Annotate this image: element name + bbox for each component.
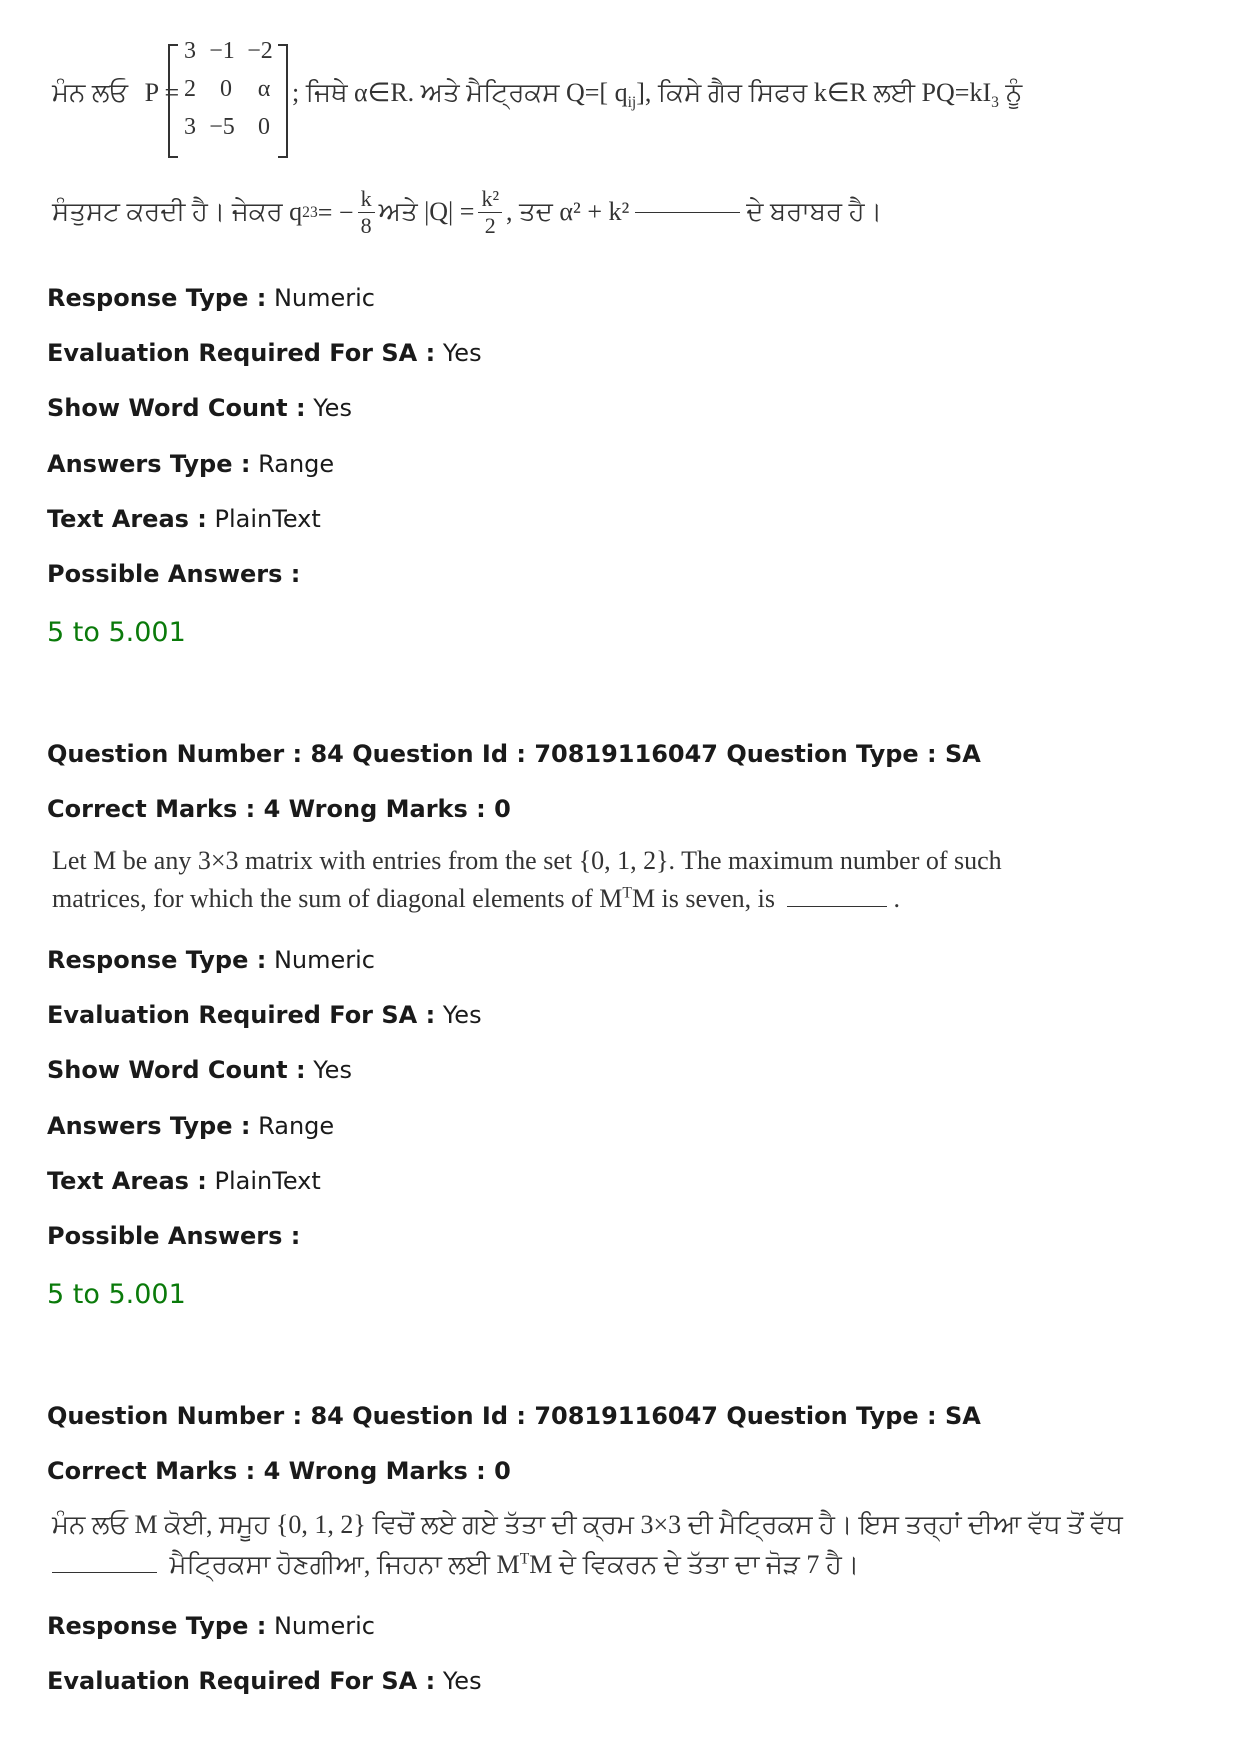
q83-line1-rest: ], ਕਿਸੇ ਗੈਰ ਸਿਫਰ k∈R ਲਈ PQ=kI [636,78,992,107]
transpose-sup: T [622,884,632,902]
matrix-p [168,36,298,166]
matrix-cell: 0 [258,114,270,140]
evaluation-required-row: Evaluation Required For SA : Yes [47,1001,482,1029]
matrix-cell: −5 [209,114,235,140]
answer-blank [52,1572,157,1573]
possible-answers-label: Possible Answers : [47,1222,301,1250]
question-84-punjabi-text [52,1510,1123,1590]
q83-line2-a: ਸੰਤੁਸਟ ਕਰਦੀ ਹੈ। ਜੇਕਰ q [52,197,303,226]
question-header: Question Number : 84 Question Id : 70819116047 Question Type : SA [47,1402,981,1430]
q83-line2-b: = − [317,197,354,227]
q83-prefix: ਮੰਨ ਲਓ [52,78,129,107]
q84-pa-line1: ਮੰਨ ਲਓ M ਕੋਈ, ਸਮੂਹ {0, 1, 2} ਵਿਚੋਂ ਲਏ ਗਏ ਤੱਤਾ ਦੀ ਕ੍ਰਮ 3×3 ਦੀ ਮੈਟ੍ਰਿਕਸ ਹੈ। ਇਸ ਤਰ੍ਹਾਂ ਦੀਆ ਵੱਧ ਤੋਂ ਵੱਧ [52,1510,1123,1539]
matrix-label: P = [144,78,180,107]
answer-blank [787,906,887,907]
answers-type-row: Answers Type : Range [47,450,335,478]
marks-line: Correct Marks : 4 Wrong Marks : 0 [47,795,511,823]
answers-type-row: Answers Type : Range [47,1112,335,1140]
q84-en-line2b: M is seven, is [631,884,775,913]
q83-line1-end: ਨੂੰ [998,78,1023,107]
response-type-row: Response Type : Numeric [47,946,375,974]
response-type-row: Response Type : Numeric [47,1612,375,1640]
q83-line2-c: ਅਤੇ |Q| = [378,197,475,226]
answer-blank [635,212,740,213]
fraction-k2-over-2: $\frac{\text{k²}}{2}$ [478,186,502,239]
text-areas-row: Text Areas : PlainText [47,1167,321,1195]
matrix-cell: −2 [247,38,273,64]
text-areas-row: Text Areas : PlainText [47,505,321,533]
matrix-cell: 2 [184,76,196,102]
possible-answer-value: 5 to 5.001 [47,1279,186,1310]
response-type-row: Response Type : Numeric [47,284,375,312]
show-word-count-row: Show Word Count : Yes [47,1056,352,1084]
marks-line: Correct Marks : 4 Wrong Marks : 0 [47,1457,511,1485]
q84-pa-line2a: ਮੈਟ੍ਰਿਕਸਾ ਹੋਣਗੀਆ, ਜਿਹਨਾ ਲਈ M [169,1550,520,1579]
matrix-cell: α [257,76,271,102]
q83-line1-sub: ij [627,94,637,112]
transpose-sup: T [519,1550,530,1568]
question-84-english-text: Let M be any 3×3 matrix with entries from the set {0, 1, 2}. The maximum number of such matrices, for which the sum of diagonal elements of $M^TM$ is seven, is . [52,846,1002,913]
fraction-k-over-8: $\frac{k}{8}$ [358,186,375,239]
question-header: Question Number : 84 Question Id : 70819116047 Question Type : SA [47,740,981,768]
evaluation-required-row: Evaluation Required For SA : Yes [47,1667,482,1695]
matrix-cell: 3 [184,38,196,64]
q84-en-line1: Let M be any 3×3 matrix with entries from the set {0, 1, 2}. The maximum number of such [52,846,1002,875]
q83-line1-suffix: ; ਜਿਥੇ α∈R. ਅਤੇ ਮੈਟ੍ਰਿਕਸ Q=[ q [292,78,628,107]
possible-answer-value: 5 to 5.001 [47,617,186,648]
q83-line1-sub2: 3 [991,94,999,112]
possible-answers-label: Possible Answers : [47,560,301,588]
question-83-punjabi-text [52,36,1023,256]
show-word-count-row: Show Word Count : Yes [47,394,352,422]
q84-en-line2a: matrices, for which the sum of diagonal elements of M [52,884,623,913]
matrix-cell: −1 [209,38,235,64]
evaluation-required-row: Evaluation Required For SA : Yes [47,339,482,367]
q83-line2-e: ਦੇ ਬਰਾਬਰ ਹੈ। [746,197,883,226]
q83-line2-d: , ਤਦ α² + k² [506,197,630,226]
matrix-cell: 0 [220,76,232,102]
matrix-cell: 3 [184,114,196,140]
q83-line2-sub: 23 [302,203,318,221]
q84-pa-line2b: M ਦੇ ਵਿਕਰਨ ਦੇ ਤੱਤਾ ਦਾ ਜੋੜ 7 ਹੈ। [529,1550,860,1579]
